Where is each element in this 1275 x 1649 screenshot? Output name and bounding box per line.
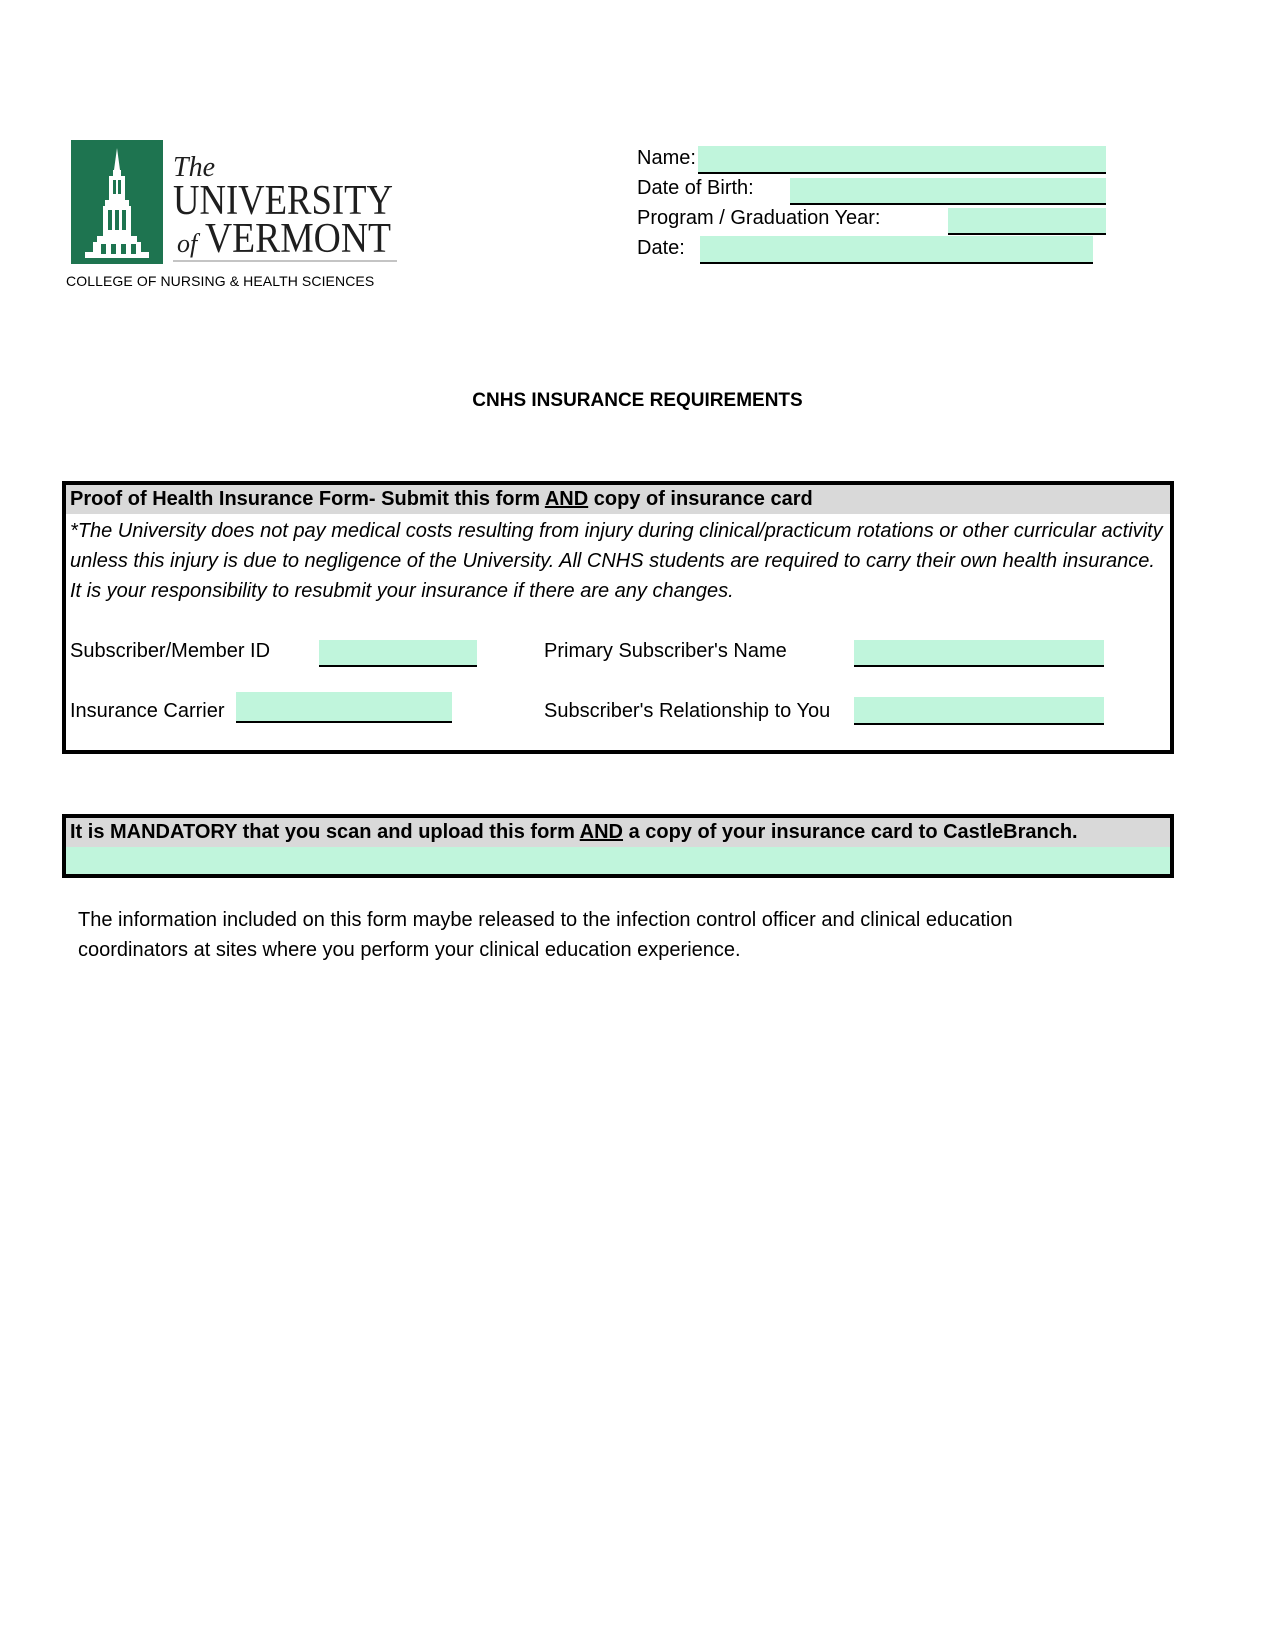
member-id-label: Subscriber/Member ID xyxy=(70,640,271,662)
insurance-carrier-field[interactable] xyxy=(236,692,452,723)
relationship-label: Subscriber's Relationship to You xyxy=(544,700,831,722)
mandatory-and: AND xyxy=(579,821,624,843)
uvm-logo xyxy=(71,140,399,264)
program-year-field[interactable] xyxy=(948,208,1106,235)
uvm-logo-graphic xyxy=(71,140,399,264)
mandatory-upload-section xyxy=(62,814,1174,878)
proof-of-insurance-section xyxy=(62,481,1174,754)
logo-university: UNIVERSITY xyxy=(173,178,393,224)
primary-subscriber-field[interactable] xyxy=(854,640,1104,667)
logo-the: The xyxy=(173,152,215,183)
info-release-note: The information included on this form maybe released to the infection control officer and clinical education coordinators at sites where you perform your clinical education experience. xyxy=(78,909,1013,961)
mandatory-pre: It is MANDATORY that you scan and upload this form xyxy=(70,821,580,843)
primary-subscriber-label: Primary Subscriber's Name xyxy=(544,640,787,662)
college-name: COLLEGE OF NURSING & HEALTH SCIENCES xyxy=(66,273,375,289)
mandatory-heading xyxy=(66,818,1170,847)
relationship-field[interactable] xyxy=(854,697,1104,725)
logo-vermont: VERMONT xyxy=(205,216,391,262)
dob-field[interactable] xyxy=(790,178,1106,205)
dob-label: Date of Birth: xyxy=(637,177,754,199)
page-title: CNHS INSURANCE REQUIREMENTS xyxy=(472,390,803,411)
proof-heading-and: AND xyxy=(544,488,589,510)
logo-of: of xyxy=(177,229,198,258)
date-field[interactable] xyxy=(700,236,1093,264)
program-label: Program / Graduation Year: xyxy=(637,207,881,229)
name-label: Name: xyxy=(637,147,696,169)
name-field[interactable] xyxy=(698,146,1106,174)
proof-section-heading xyxy=(66,485,1170,514)
mandatory-post: a copy of your insurance card to CastleBranch. xyxy=(623,821,1078,843)
proof-heading-post: copy of insurance card xyxy=(588,488,813,510)
proof-heading-pre: Proof of Health Insurance Form- Submit this form xyxy=(70,488,545,510)
member-id-field[interactable] xyxy=(319,640,477,667)
insurance-disclaimer: *The University does not pay medical costs resulting from injury during clinical/practicum rotations or other curricular activity unless this injury is due to negligence of the University. All CNHS students are required to carry their own health insurance. It is your responsibility to resubmit your insurance if there are any changes. xyxy=(70,520,1163,602)
insurance-carrier-label: Insurance Carrier xyxy=(70,700,225,722)
date-label: Date: xyxy=(637,237,685,259)
